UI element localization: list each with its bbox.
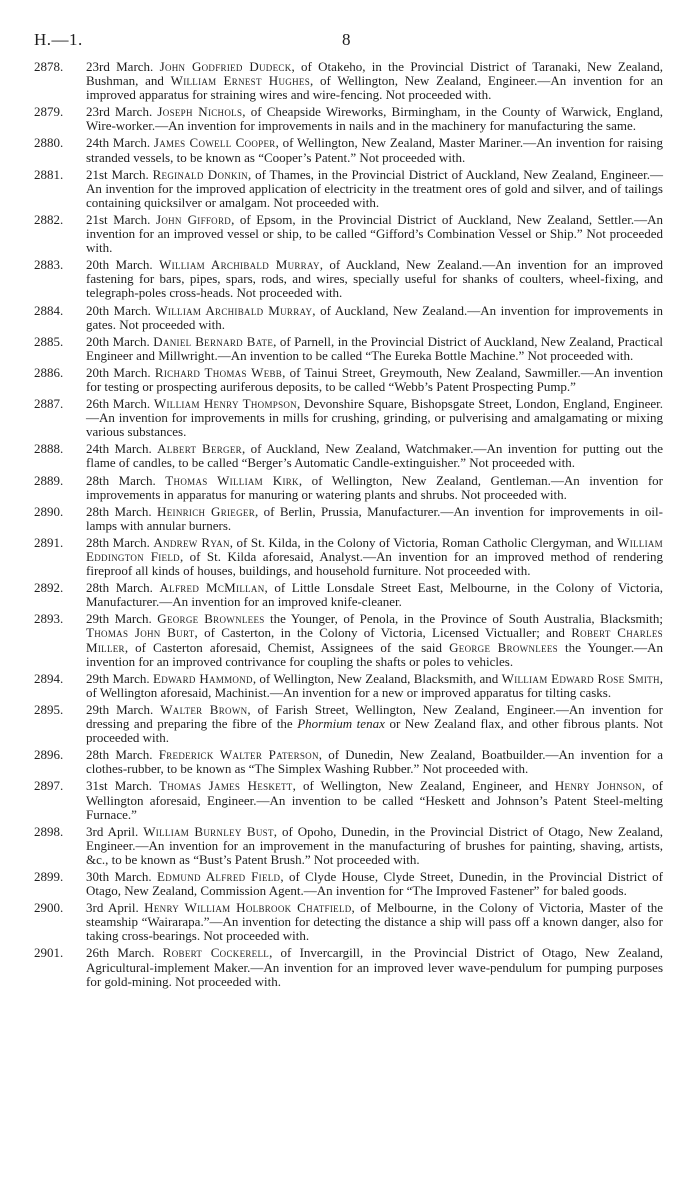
entry-text-segment: , of Casterton aforesaid, Chemist, Assignees of the said	[124, 639, 450, 655]
patent-entry	[0, 168, 700, 210]
entry-number: 2878.	[34, 59, 64, 74]
entry-text-segment: 28th March.	[86, 503, 158, 519]
entry-text-segment: 20th March.	[86, 364, 155, 380]
entry-text-segment: , of St. Kilda aforesaid, Analyst.—An invention for an improved method of rendering fireproof all kinds of houses, buildings, and household furniture. Not proceeded with.	[86, 549, 663, 579]
entry-text-segment: 28th March.	[86, 747, 159, 763]
entry-text-segment: 26th March.	[86, 945, 163, 961]
entry-text-segment: , of Wellington aforesaid, Machinist.—An invention for a new or improved apparatus for tilting casks.	[86, 670, 664, 700]
entry-text	[86, 442, 663, 470]
entry-text-segment: , of Little Lonsdale Street East, Melbourne, in the Colony of Victoria, Manufacturer.—An invention for an improved knife-cleaner.	[86, 580, 663, 610]
entry-number: 2899.	[34, 868, 64, 884]
entry-text	[86, 825, 663, 867]
patent-entry	[0, 397, 700, 439]
patent-entry	[0, 505, 700, 533]
person-name: Joseph Nichols	[157, 104, 243, 120]
entry-text	[86, 612, 663, 668]
entry-text-segment: , of Parnell, in the Provincial District of Auckland, New Zealand, Practical Engineer and Millwright.—An invention to be called “The Eureka Bottle Machine.” Not proceeded with.	[86, 333, 664, 363]
patent-entry	[0, 335, 700, 363]
entry-text	[86, 60, 663, 102]
person-name: Edmund Alfred Field	[157, 868, 281, 884]
person-name: Thomas James Heskett	[159, 778, 293, 794]
person-name: William Ernest Hughes	[170, 73, 310, 89]
patent-entry	[0, 213, 700, 255]
person-name: George Brownlees	[157, 611, 265, 627]
parliamentary-paper-reference: H.—1.	[34, 30, 83, 49]
entry-text	[86, 304, 663, 332]
entry-text-segment: 3rd April.	[86, 900, 145, 916]
person-name: John Gifford	[155, 211, 232, 227]
entry-text-segment: 30th March.	[86, 868, 158, 884]
entry-text-segment: 26th March.	[86, 396, 154, 412]
entry-number: 2883.	[34, 257, 64, 273]
entry-number: 2892.	[34, 580, 64, 596]
entry-text-segment: 20th March.	[86, 257, 160, 273]
entry-number: 2880.	[34, 135, 64, 151]
patent-entry	[0, 304, 700, 332]
entry-text-segment: 20th March.	[86, 302, 156, 318]
entry-text-segment: 21st March.	[86, 211, 156, 227]
person-name: Edward Hammond	[152, 670, 253, 686]
entry-text-segment: , of Dunedin, New Zealand, Boatbuilder.—An invention for a clothes-rubber, to be known as “The Simplex Washing Rubber.” Not proceeded with.	[86, 747, 663, 777]
patent-entry	[0, 536, 700, 578]
entry-number: 2885.	[34, 333, 64, 349]
entry-text	[86, 672, 663, 700]
entry-number: 2895.	[34, 701, 64, 717]
entry-number: 2900.	[34, 900, 64, 916]
entry-text-segment: the Younger.—An invention for an improved contrivance for coupling the shafts or poles to vehicles.	[86, 639, 663, 669]
person-name: Richard Thomas Webb	[154, 364, 283, 380]
person-name: John Godfried Dudeck	[159, 59, 292, 74]
entry-text	[86, 536, 663, 578]
entry-text	[86, 505, 663, 533]
person-name: Robert Charles Miller	[86, 625, 663, 655]
entry-text-segment: , Devonshire Square, Bishopsgate Street, London, England, Engineer.—An invention for improvements in mills for crushing, grinding, or pulverising and amalgamating or mixing various substances.	[86, 396, 663, 440]
patent-entry	[0, 474, 700, 502]
entry-text-segment: 28th March.	[86, 472, 166, 488]
entry-text-segment: 23rd March.	[86, 59, 160, 74]
patent-entry	[0, 612, 700, 668]
person-name: Albert Berger	[157, 441, 242, 457]
entry-text-segment: 28th March.	[86, 534, 154, 550]
entry-text	[86, 870, 663, 898]
entry-text	[86, 946, 663, 988]
entry-text	[86, 779, 663, 821]
entry-text-segment: , of Epsom, in the Provincial District of Auckland, New Zealand, Settler.—An invention for an improved vessel or ship, to be called “Gifford’s Combination Vessel or Ship.” Not proceeded with.	[86, 211, 663, 256]
person-name: William Archibald Murray	[159, 257, 320, 273]
entry-number: 2891.	[34, 534, 64, 550]
entry-number: 2879.	[34, 104, 64, 120]
person-name: George Brownlees	[449, 639, 558, 655]
person-name: Robert Cockerell	[162, 945, 270, 961]
entry-text-segment: , of Melbourne, in the Colony of Victoria, Master of the steamship “Wairarapa.”—An invention for detecting the distance a ship will pass off a known danger, also for taking cross-bearings. Not proceeded with.	[86, 900, 663, 944]
patent-entry	[0, 779, 700, 821]
entry-text-segment: 20th March.	[86, 333, 154, 349]
entry-text-segment: , of Casterton, in the Colony of Victoria, Licensed Victualler; and	[194, 625, 572, 641]
entry-number: 2898.	[34, 823, 64, 839]
entry-number: 2897.	[34, 778, 64, 794]
patent-entry	[0, 901, 700, 943]
patent-entry	[0, 60, 700, 102]
entry-text-segment: , of Wellington, New Zealand, Engineer, and	[292, 778, 555, 794]
entry-number: 2893.	[34, 611, 64, 627]
patent-entry	[0, 825, 700, 867]
person-name: James Cowell Cooper	[153, 135, 276, 151]
entry-text-segment: , of Auckland, New Zealand.—An invention for improvements in gates. Not proceeded with.	[86, 302, 663, 332]
entry-text-segment: 24th March.	[86, 135, 154, 151]
person-name: Frederick Walter Paterson	[158, 747, 319, 763]
entry-text	[86, 366, 663, 394]
entry-text	[86, 474, 663, 502]
entry-text-segment: , of Auckland, New Zealand.—An invention for an improved fastening for bars, pipes, spars, rods, and wires, specially useful for shanks of coulters, wheel-fixing, and telegraph-poles cross-heads. Not proceeded with.	[86, 257, 663, 301]
entry-text-segment: , of Auckland, New Zealand, Watchmaker.—An invention for putting out the flame of candles, to be called “Berger’s Automatic Candle-extinguisher.” Not proceeded with.	[86, 441, 664, 471]
entry-text-segment: , of Tainui Street, Greymouth, New Zealand, Sawmiller.—An invention for testing or prospecting auriferous deposits, to be called “Webb’s Patent Prospecting Pump.”	[86, 364, 663, 394]
entry-text-segment: 29th March.	[86, 701, 161, 717]
patent-entry	[0, 366, 700, 394]
entry-text-segment: 29th March.	[86, 611, 158, 627]
person-name: Henry Johnson	[554, 778, 642, 794]
entry-number: 2881.	[34, 166, 64, 182]
patent-entries-list	[0, 60, 700, 992]
entry-number: 2889.	[34, 472, 64, 488]
entry-text-segment: , of Wellington aforesaid, Engineer.—An invention to be called “Heskett and Johnson’s Patent Steel-melting Furnace.”	[86, 778, 663, 822]
entry-text-segment: 31st March.	[86, 778, 160, 794]
patent-entry	[0, 870, 700, 898]
person-name: William Edward Rose Smith	[501, 670, 660, 686]
entry-text	[86, 901, 663, 943]
entry-text-segment: , of Thames, in the Provincial District of Auckland, New Zealand, Engineer.—An invention for the improved application of electricity in the treatment ores of gold and silver, and of tailings containing quicksilver or amalgam. Not proceeded with.	[86, 166, 664, 210]
person-name: William Eddington Field	[86, 534, 663, 564]
patent-entry	[0, 136, 700, 164]
entry-number: 2886.	[34, 364, 64, 380]
patent-entry	[0, 442, 700, 470]
entry-text-segment: , of Cheapside Wireworks, Birmingham, in the County of Warwick, England, Wire-worker.—An invention for improvements in nails and in the machinery for manufacturing the same.	[86, 104, 663, 134]
entry-text	[86, 581, 663, 609]
page-number: 8	[342, 30, 351, 49]
entry-number: 2896.	[34, 747, 64, 763]
entry-number: 2887.	[34, 396, 64, 412]
person-name: Walter Brown	[160, 701, 248, 717]
entry-text-segment: , of Wellington, New Zealand, Master Mariner.—An invention for raising stranded vessels, to be known as “Cooper’s Patent.” Not proceeded with.	[86, 135, 663, 165]
entry-text-segment: 21st March.	[86, 166, 153, 182]
patent-entry	[0, 105, 700, 133]
entry-number: 2894.	[34, 670, 64, 686]
entry-text	[86, 258, 663, 300]
entry-text-segment: , of Wellington, New Zealand, Blacksmith, and	[252, 670, 502, 686]
entry-text-segment: , of Otakeho, in the Provincial District of Taranaki, New Zealand, Bushman, and	[86, 59, 663, 89]
patent-entry	[0, 581, 700, 609]
person-name: William Archibald Murray	[155, 302, 313, 318]
species-name: Phormium tenax	[297, 716, 385, 732]
entry-text-segment: , of Wellington, New Zealand, Engineer.—An invention for an improved apparatus for straining wires and wire-fencing. Not proceeded with.	[86, 73, 663, 103]
entry-text-segment: , of Clyde House, Clyde Street, Dunedin, in the Provincial District of Otago, New Zealand, Commission Agent.—An invention for “The Improved Fastener” for baled goods.	[86, 868, 663, 899]
person-name: Alfred McMillan	[159, 580, 265, 596]
entry-text-segment: , of Invercargill, in the Provincial District of Otago, New Zealand, Agricultural-implement Maker.—An invention for an improved lever wave-pendulum for pumping purposes for gold-mining. Not proceeded with.	[86, 945, 663, 989]
entry-text-segment: or New Zealand flax, and other fibrous plants. Not proceeded with.	[86, 716, 663, 746]
person-name: William Burnley Bust	[143, 823, 274, 839]
entry-text-segment: 23rd March.	[86, 104, 158, 120]
entry-number: 2882.	[34, 211, 64, 227]
person-name: William Henry Thompson	[153, 396, 297, 412]
entry-text	[86, 105, 663, 133]
person-name: Reginald Donkin	[152, 166, 248, 182]
entry-text-segment: , of Farish Street, Wellington, New Zealand, Engineer.—An invention for dressing and preparing the fibre of the	[86, 701, 663, 732]
person-name: Andrew Ryan	[153, 534, 230, 550]
entry-number: 2901.	[34, 945, 64, 961]
entry-text	[86, 703, 663, 745]
entry-number: 2890.	[34, 503, 64, 519]
entry-text-segment: , of St. Kilda, in the Colony of Victoria, Roman Catholic Clergyman, and	[229, 534, 618, 550]
entry-text-segment: , of Opoho, Dunedin, in the Provincial District of Otago, New Zealand, Engineer.—An invention for an improvement in the manufacturing of brushes for painting, shaving, artists, &c., to be known as “Bust’s Patent Brush.” Not proceeded with.	[86, 823, 663, 867]
entry-text-segment: 28th March.	[86, 580, 160, 596]
patent-entry	[0, 946, 700, 988]
entry-text-segment: , of Berlin, Prussia, Manufacturer.—An invention for improvements in oil-lamps with annular burners.	[86, 503, 663, 533]
entry-text-segment: 29th March.	[86, 670, 153, 686]
entry-text	[86, 748, 663, 776]
entry-text	[86, 335, 663, 363]
person-name: Thomas William Kirk	[165, 472, 299, 488]
entry-text-segment: , of Wellington, New Zealand, Gentleman.—An invention for improvements in apparatus for manuring or watering plants and shrubs. Not proceeded with.	[86, 472, 663, 502]
person-name: Thomas John Burt	[86, 625, 195, 641]
entry-text	[86, 168, 663, 210]
entry-number: 2884.	[34, 302, 64, 318]
person-name: Henry William Holbrook Chatfield	[144, 900, 352, 916]
patent-entry	[0, 672, 700, 700]
patent-entry	[0, 703, 700, 745]
entry-text-segment: 24th March.	[86, 441, 158, 457]
person-name: Daniel Bernard Bate	[153, 333, 274, 349]
patent-entry	[0, 258, 700, 300]
entry-number: 2888.	[34, 441, 64, 457]
entry-text	[86, 213, 663, 255]
entry-text-segment: 3rd April.	[86, 823, 144, 839]
entry-text	[86, 136, 663, 164]
patent-entry	[0, 748, 700, 776]
entry-text-segment: the Younger, of Penola, in the Province of South Australia, Blacksmith;	[264, 611, 663, 627]
entry-text	[86, 397, 663, 439]
person-name: Heinrich Grieger	[157, 503, 255, 519]
